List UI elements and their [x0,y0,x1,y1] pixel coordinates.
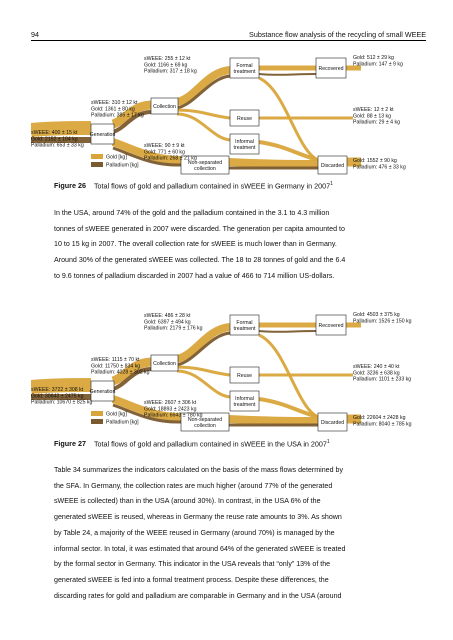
flow-label-nonsep-out: Gold: 18893 ± 2423 kg [144,406,197,413]
paragraph-line: generated sWEEE is reused, whereas in Germany the reuse rate amounts to 3%. As shown [54,513,342,522]
box-recovered-label: Recovered [318,66,344,72]
flow-label-reuse-out: sWEEE: 240 ± 40 kt [353,364,400,370]
flow-label-collected: sWEEE: 1115 ± 70 kt [91,357,140,363]
flow-label-discarded-out: Gold: 1552 ± 90 kg [353,158,397,164]
flow-label-collected: Gold: 1361 ± 80 kg [91,106,135,113]
paragraph-line: by the formal sector in Germany. This indicator in the USA reveals that “only” 13% of the [54,560,331,569]
figure-27-label: Figure 27 [54,439,86,449]
box-nonsep-label: Non-separated [187,160,223,166]
flow-label-nonsep-out: sWEEE: 90 ± 9 kt [144,143,185,149]
flow-label-discarded-out: Gold: 22604 ± 2428 kg [353,415,406,421]
paragraph-line: to 9.6 tonnes of palladium discarded in 2007 had a value of 466 to 714 million US-dollars. [54,271,335,280]
box-generation-label: Generation [89,389,116,395]
box-generation-label: Generation [89,132,116,138]
flow-label-formal-in: Gold: 1166 ± 69 kg [144,62,188,69]
paragraph-indicators [54,463,414,604]
flow-label-formal-in: sWEEE: 255 ± 12 kt [144,56,191,62]
figure-27-sankey-diagram [31,307,426,434]
flow-label-formal-in: Palladium: 2179 ± 176 kg [144,325,203,332]
flow-label-recovered-out: Palladium: 1526 ± 150 kg [353,318,412,325]
box-reuse-label: Reuse [237,116,252,122]
flow-label-reuse-out: sWEEE: 12 ± 2 kt [353,107,394,113]
flow-label-formal-in: Palladium: 317 ± 18 kg [144,68,197,75]
flow-label-reuse-out: Palladium: 1101 ± 233 kg [353,376,412,383]
flow-label-recovered-out: Palladium: 147 ± 9 kg [353,61,403,68]
paragraph-line: tonnes of sWEEE generated in 2007 were discarded. The generation per capita amounted to [54,224,345,233]
flow-label-reuse-out: Gold: 3236 ± 638 kg [353,370,400,377]
flow-label-generated: sWEEE: 3722 ± 308 kt [31,387,84,393]
paragraph-line: sWEEE is collected) than in the USA (around 30%). In contrast, in the USA 6% of the [54,497,321,506]
flow-label-nonsep-out: Palladium: 268 ± 21 kg [144,155,197,162]
legend-palladium-label: Palladium [kg] [106,162,139,169]
paragraph-line: by Table 24, a majority of the WEEE reused in Germany (around 70%) is managed by the [54,528,335,537]
flow-label-recovered-out: Gold: 4503 ± 375 kg [353,312,400,318]
flow-label-generated: Gold: 2152 ± 104 kg [31,136,78,143]
paragraph-line: generated sWEEE is fed into a formal treatment process. Despite these differences, the [54,575,329,584]
box-nonsep-label: collection [194,166,216,172]
legend-palladium-swatch [91,162,103,167]
flow-label-discarded-out: Palladium: 476 ± 33 kg [353,164,406,171]
box-nonsep-label: Non-separated [187,417,223,423]
figure-26-footnote: 1 [330,181,333,187]
flow-label-reuse-out: Palladium: 29 ± 4 kg [353,119,400,126]
flow-label-generated: Palladium: 653 ± 33 kg [31,142,84,149]
flow-label-formal-in: Gold: 6397 ± 494 kg [144,319,191,326]
paragraph-line: 10 to 15 kg in 2007. The overall collection rate for sWEEE is much lower than in Germany. [54,240,337,249]
paragraph-line: the SFA. In Germany, the collection rates are much higher (around 77% of the generated [54,481,333,490]
paragraph-line: discarding rates for gold and palladium are comparable in Germany and in the USA (around [54,591,342,600]
box-discarded-label: Discarded [320,163,345,169]
header-rule [31,40,426,41]
box-formal-label: treatment [233,69,256,75]
figure-26-sankey-diagram [31,50,426,176]
legend-palladium-swatch [91,419,103,424]
flow-label-nonsep-out: sWEEE: 2607 ± 306 kt [144,400,197,406]
flow-label-formal-in: sWEEE: 486 ± 28 kt [144,313,191,319]
flow-label-recovered-out: Gold: 512 ± 29 kg [353,55,394,61]
box-informal-label: Informal [235,396,254,402]
flow-label-generated: Gold: 30643 ± 2475 kg [31,393,84,400]
box-formal-label: treatment [233,326,256,332]
flow-label-reuse-out: Gold: 88 ± 13 kg [353,113,392,120]
legend-gold-swatch [91,411,103,416]
flow-label-nonsep-out: Gold: 771 ± 60 kg [144,149,185,156]
paragraph-usa-summary [54,206,414,285]
paragraph-line: informal sector. In total, it was estimated that around 64% of the generated sWEEE is treated [54,544,346,553]
figure-26-caption-text: Total flows of gold and palladium contained in sWEEE in Germany in 2007 [93,181,331,191]
legend-gold-label: Gold [kg] [106,411,127,418]
box-informal-label: treatment [233,402,256,408]
legend-gold-label: Gold [kg] [106,154,127,161]
box-informal-label: treatment [233,145,256,151]
box-recovered-label: Recovered [318,323,344,329]
flow-label-collected: Palladium: 4028 ± 302 kg [91,369,150,376]
flow-label-generated: Palladium: 10670 ± 825 kg [31,399,93,406]
legend-gold-swatch [91,154,103,159]
flow-label-collected: Palladium: 385 ± 17 kg [91,112,144,119]
flow-label-collected: sWEEE: 310 ± 12 kt [91,100,138,106]
figure-27-caption-text: Total flows of gold and palladium contained in sWEEE in the USA in 2007 [93,439,327,449]
flow-to-recovered-palladium [259,331,316,332]
box-discarded-label: Discarded [320,420,345,426]
box-collection-label: Collection [153,104,176,110]
figure-26-caption [54,181,333,190]
flow-nonsep-discarded-gold [229,419,318,421]
paragraph-line: In the USA, around 74% of the gold and the palladium contained in the 3.1 to 4.3 million [54,209,330,217]
paragraph-line: Around 30% of the generated sWEEE was collected. The 18 to 28 tonnes of gold and the 6.4 [54,256,346,265]
flow-to-recovered-palladium [259,74,316,75]
flow-label-collected: Gold: 11750 ± 834 kg [91,363,141,370]
figure-27-footnote: 1 [326,439,330,445]
box-reuse-label: Reuse [237,373,252,379]
flow-to-formal-gold [177,70,230,102]
flow-label-generated: sWEEE: 400 ± 15 kt [31,130,78,136]
box-informal-label: Informal [235,139,254,145]
flow-label-discarded-out: Palladium: 8040 ± 785 kg [353,421,412,428]
figure-26-label: Figure 26 [54,181,86,191]
paragraph-line: Table 34 summarizes the indicators calculated on the basis of the mass flows determined by [54,466,344,474]
box-nonsep-label: collection [194,423,216,429]
flow-label-nonsep-out: Palladium: 6643 ± 780 kg [144,412,203,419]
box-formal-label: Formal [236,63,253,69]
figure-27-caption [54,439,330,448]
box-formal-label: Formal [236,320,253,326]
page-number: 94 [31,30,39,39]
flow-nonsep-discarded-gold [229,162,318,164]
running-header: Substance flow analysis of the recycling of small WEEE [249,30,426,39]
legend-palladium-label: Palladium [kg] [106,419,139,426]
flow-to-formal-gold [177,327,230,359]
box-collection-label: Collection [153,361,176,367]
